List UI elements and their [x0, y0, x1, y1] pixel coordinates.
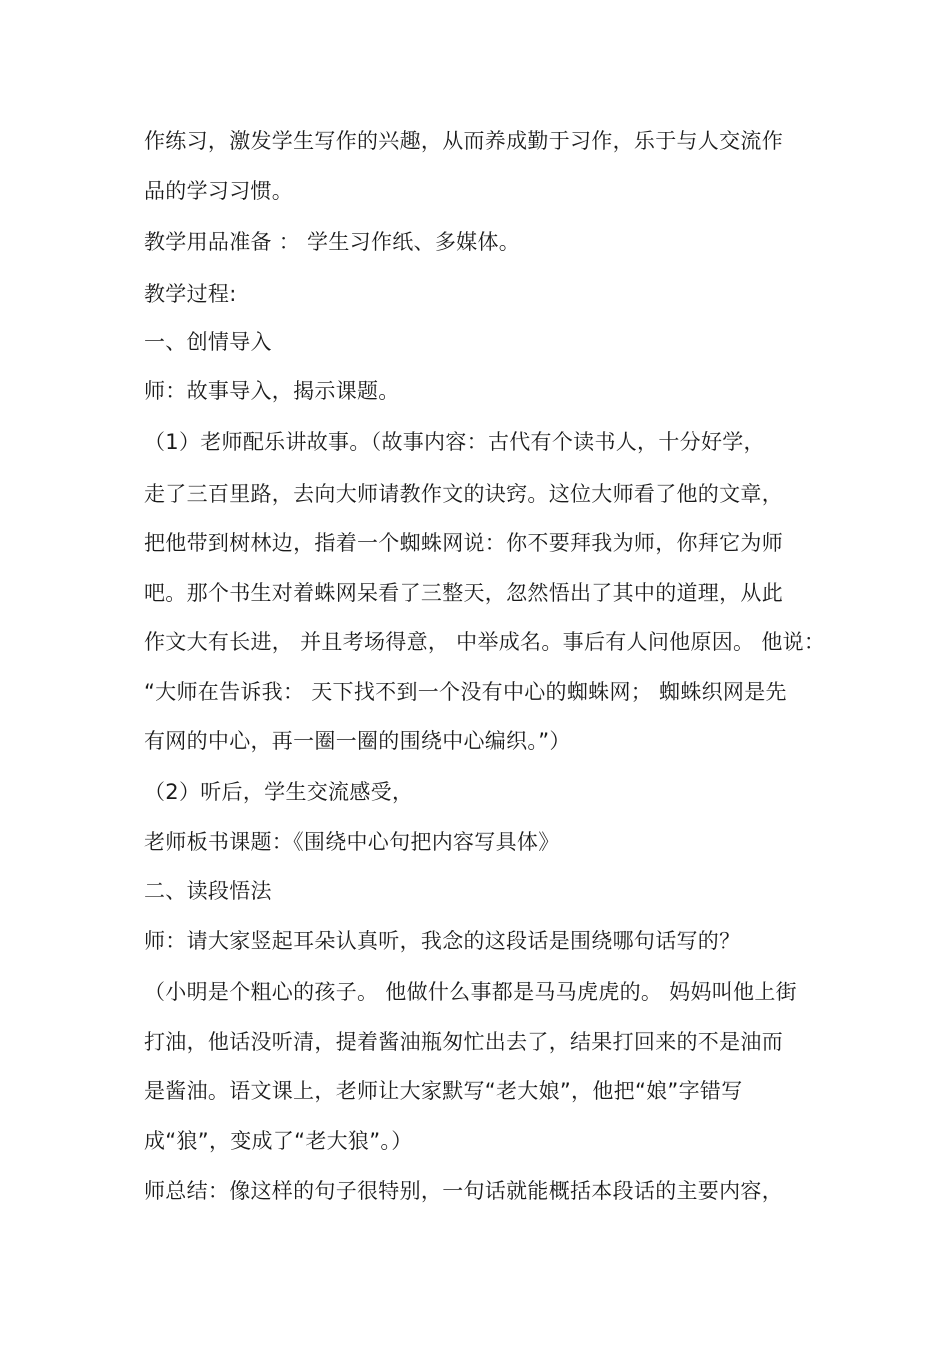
text-line: 打油，他话没听清，提着酱油瓶匆忙出去了，结果打回来的不是油而 [144, 1030, 783, 1054]
section-heading: 二、读段悟法 [144, 879, 272, 903]
text-line: 教学用品准备 ： 学生习作纸、多媒体。 [144, 230, 521, 254]
text-line: 是酱油。语文课上，老师让大家默写“老大娘”，他把“娘”字错写 [144, 1079, 743, 1103]
text-line: 吧。那个书生对着蛛网呆看了三整天，忽然悟出了其中的道理，从此 [144, 581, 783, 605]
section-heading: 教学过程: [144, 282, 237, 306]
text-line: 把他带到树林边，指着一个蜘蛛网说：你不要拜我为师，你拜它为师 [144, 531, 783, 555]
text-line: 师：请大家竖起耳朵认真听，我念的这段话是围绕哪句话写的？ [144, 929, 741, 953]
section-heading: 一、创情导入 [144, 330, 272, 354]
text-line: 师总结：像这样的句子很特别，一句话就能概括本段话的主要内容， [144, 1179, 783, 1203]
text-line: 有网的中心，再一圈一圈的围绕中心编织。”） [144, 729, 571, 753]
text-line: 作文大有长进， 并且考场得意， 中举成名。事后有人问他原因。 他说： [144, 630, 826, 654]
text-line: 师：故事导入，揭示课题。 [144, 379, 400, 403]
text-line: （小明是个粗心的孩子。 他做什么事都是马马虎虎的。 妈妈叫他上街 [144, 980, 797, 1004]
text-line: 成“狼”，变成了“老大狼”。） [144, 1129, 413, 1153]
text-line: 老师板书课题：《围绕中心句把内容写具体》 [144, 830, 560, 854]
text-line: 走了三百里路，去向大师请教作文的诀窍。这位大师看了他的文章， [144, 482, 783, 506]
text-line: （1）老师配乐讲故事。（故事内容：古代有个读书人，十分好学， [144, 430, 765, 454]
text-line: “大师在告诉我： 天下找不到一个没有中心的蜘蛛网； 蜘蛛织网是先 [144, 680, 787, 704]
text-line: 作练习，激发学生写作的兴趣，从而养成勤于习作，乐于与人交流作 [144, 129, 783, 153]
text-line: 品的学习习惯。 [144, 179, 294, 203]
text-line: （2）听后，学生交流感受， [144, 780, 414, 804]
